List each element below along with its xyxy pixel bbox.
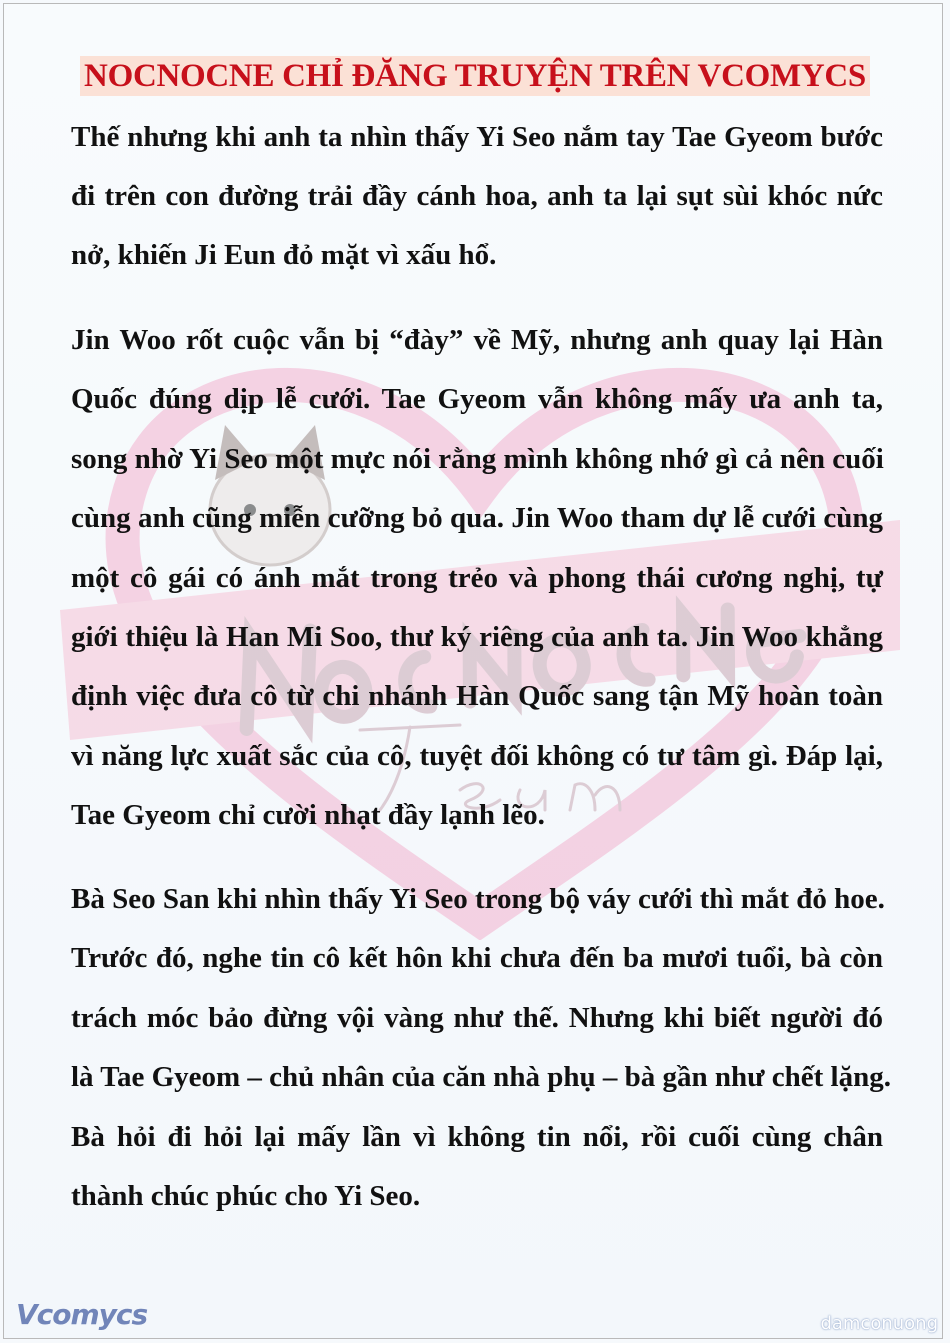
- text-line: song nhờ Yi Seo một mực nói rằng mình không nhớ gì cả nên cuối: [71, 443, 884, 475]
- credit-watermark: damconuong: [820, 1313, 938, 1334]
- text-line: vì năng lực xuất sắc của cô, tuyệt đối không có tư tâm gì. Đáp lại,: [71, 740, 883, 772]
- text-line: đi trên con đường trải đầy cánh hoa, anh ta lại sụt sùi khóc nức: [71, 180, 883, 212]
- banner-notice: NOCNOCNE CHỈ ĐĂNG TRUYỆN TRÊN VCOMYCS: [80, 56, 870, 96]
- text-line: Jin Woo rốt cuộc vẫn bị “đày” về Mỹ, nhưng anh quay lại Hàn: [71, 324, 883, 356]
- text-line: giới thiệu là Han Mi Soo, thư ký riêng của anh ta. Jin Woo khẳng: [71, 621, 883, 653]
- text-line: Bà Seo San khi nhìn thấy Yi Seo trong bộ váy cưới thì mắt đỏ hoe.: [71, 883, 885, 915]
- text-line: là Tae Gyeom – chủ nhân của căn nhà phụ – bà gần như chết lặng.: [71, 1061, 891, 1093]
- text-line: nở, khiến Ji Eun đỏ mặt vì xấu hổ.: [71, 239, 497, 271]
- text-line: một cô gái có ánh mắt trong trẻo và phong thái cương nghị, tự: [71, 562, 883, 594]
- text-line: trách móc bảo đừng vội vàng như thế. Nhưng khi biết người đó: [71, 1002, 883, 1034]
- text-line: Quốc đúng dịp lễ cưới. Tae Gyeom vẫn không mấy ưa anh ta,: [71, 383, 883, 415]
- text-line: cùng anh cũng miễn cưỡng bỏ qua. Jin Woo tham dự lễ cưới cùng: [71, 502, 883, 534]
- text-line: Bà hỏi đi hỏi lại mấy lần vì không tin nổi, rồi cuối cùng chân: [71, 1121, 883, 1153]
- vcomycs-logo: Vcomycs: [16, 1298, 148, 1331]
- text-line: Tae Gyeom chỉ cười nhạt đầy lạnh lẽo.: [71, 799, 545, 831]
- text-line: Thế nhưng khi anh ta nhìn thấy Yi Seo nắm tay Tae Gyeom bước: [71, 121, 883, 153]
- text-line: Trước đó, nghe tin cô kết hôn khi chưa đến ba mươi tuổi, bà còn: [71, 942, 883, 974]
- text-line: định việc đưa cô từ chi nhánh Hàn Quốc sang tận Mỹ hoàn toàn: [71, 680, 883, 712]
- text-line: thành chúc phúc cho Yi Seo.: [71, 1180, 421, 1212]
